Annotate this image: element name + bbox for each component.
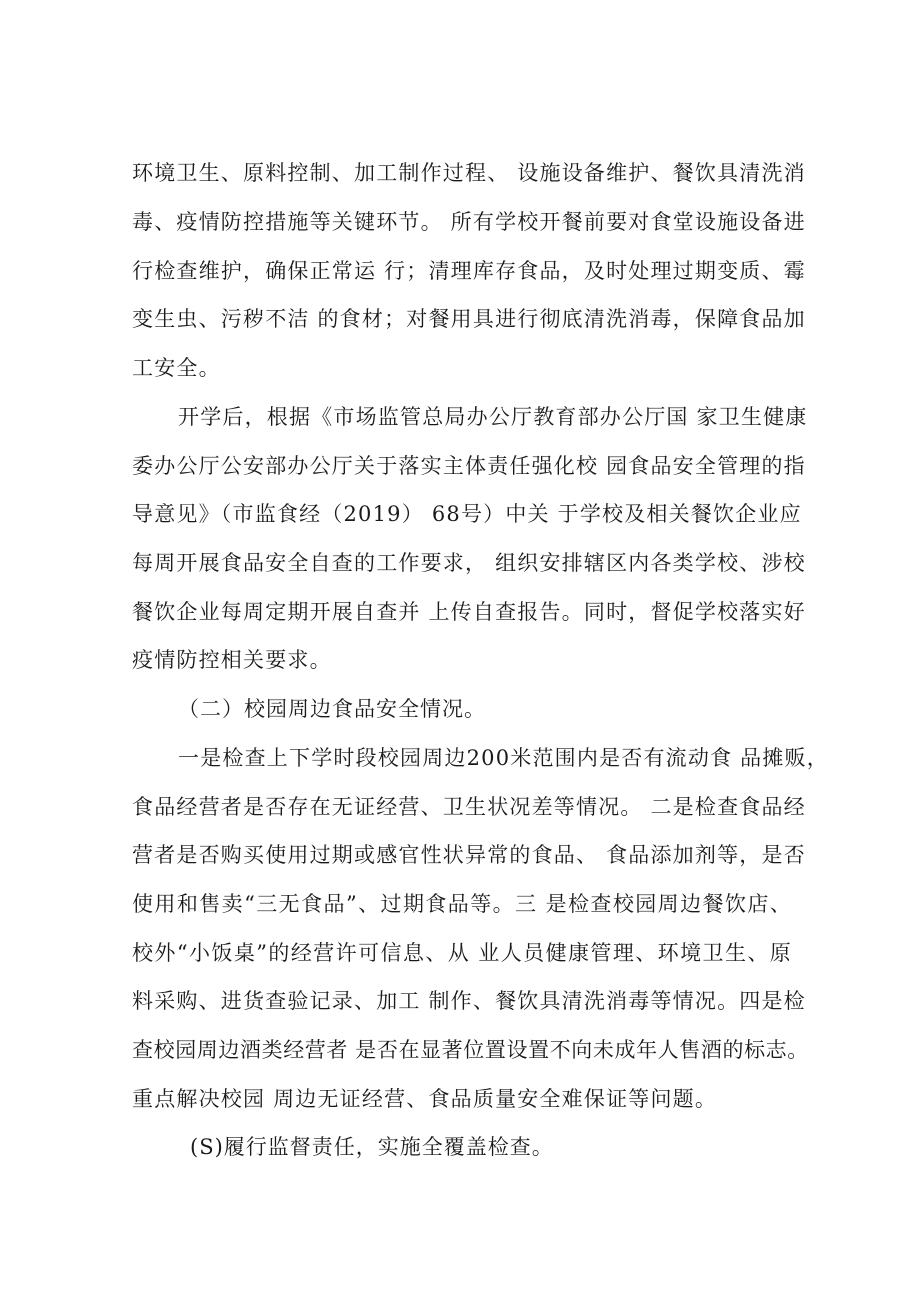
paragraph-2-line-6: 疫情防控相关要求。 xyxy=(132,648,332,672)
paragraph-3-line-3: 营者是否购买使用过期或感官性状异常的食品、 食品添加剂等，是否 xyxy=(132,843,806,867)
section-heading-3: (S)履行监督责任，实施全覆盖检查。 xyxy=(190,1135,554,1159)
paragraph-2-line-2: 委办公厅公安部办公厅关于落实主体责任强化校 园食品安全管理的指 xyxy=(132,454,806,478)
paragraph-3-line-7: 查校园周边酒类经营者 是否在显著位置设置不向未成年人售酒的标志。 xyxy=(132,1038,809,1062)
paragraph-1-line-1: 环境卫生、原料控制、加工制作过程、 设施设备维护、餐饮具清洗消 xyxy=(132,161,806,185)
paragraph-1-line-4: 变生虫、污秽不洁 的食材；对餐用具进行彻底清洗消毒，保障食品加 xyxy=(132,307,806,331)
paragraph-3-line-1: 一是检查上下学时段校园周边200米范围内是否有流动食 品摊贩， xyxy=(178,746,829,770)
paragraph-3-line-2: 食品经营者是否存在无证经营、卫生状况差等情况。 二是检查食品经 xyxy=(132,795,806,819)
paragraph-3-line-5: 校外“小饭桌”的经营许可信息、从 业人员健康管理、环境卫生、原 xyxy=(132,941,792,965)
paragraph-2-line-4: 每周开展食品安全自查的工作要求， 组织安排辖区内各类学校、涉校 xyxy=(132,551,806,575)
paragraph-3-line-8: 重点解决校园 周边无证经营、食品质量安全难保证等问题。 xyxy=(132,1087,718,1111)
paragraph-2-line-1: 开学后，根据《市场监管总局办公厅教育部办公厅国 家卫生健康 xyxy=(178,405,808,429)
paragraph-3-line-4: 使用和售卖“三无食品”、过期食品等。三 是检查校园周边餐饮店、 xyxy=(132,892,792,916)
paragraph-1-line-2: 毒、疫情防控措施等关键环节。 所有学校开餐前要对食堂设施设备进 xyxy=(132,210,806,234)
paragraph-1-line-5: 工安全。 xyxy=(132,356,221,380)
paragraph-2-line-5: 餐饮企业每周定期开展自查并 上传自查报告。同时，督促学校落实好 xyxy=(132,600,806,624)
paragraph-2-line-3: 导意见》（市监食经（2019） 68号）中关 于学校及相关餐饮企业应 xyxy=(132,502,802,526)
section-heading-2: （二）校园周边食品安全情况。 xyxy=(178,697,486,721)
paragraph-3-line-6: 料采购、进货查验记录、加工 制作、餐饮具清洗消毒等情况。四是检 xyxy=(132,989,806,1013)
paragraph-1-line-3: 行检查维护，确保正常运 行；清理库存食品，及时处理过期变质、霉 xyxy=(132,259,806,283)
